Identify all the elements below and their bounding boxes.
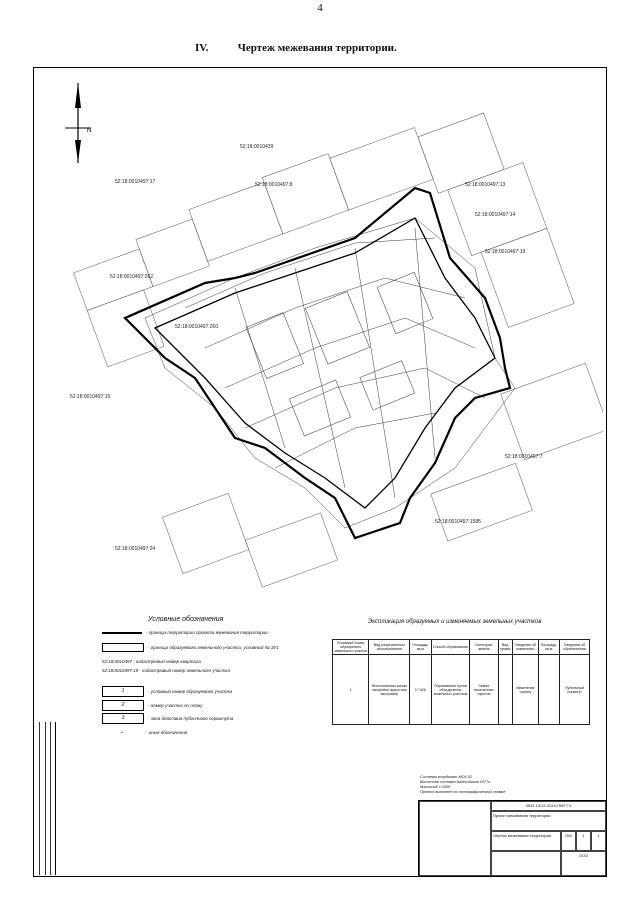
cadastral-label: 52:18:0010497:260 — [175, 324, 219, 330]
stamp-org: ООО — [561, 851, 606, 876]
stamp-sheets: 1 — [591, 831, 606, 851]
north-arrow-icon — [65, 83, 91, 163]
legend-item: - граница образуемого земельного участка, условный № ЗУ1 — [102, 643, 279, 652]
stamp-sheet-title: Чертеж межевания территории — [491, 831, 561, 851]
stamp-empty — [491, 851, 561, 876]
drawing-notes: Система координат МСК-52 Высотная система Балтийская 1977г. Масштаб 1:1000 Проект выполнен по топографической съемке — [420, 775, 506, 794]
project-boundary — [125, 188, 510, 538]
stamp-project: Проект межевания территории — [491, 811, 606, 831]
parcel-table — [332, 639, 590, 725]
legend-item: 2 - номер участка по плану — [102, 700, 203, 711]
section-number: IV. — [195, 42, 209, 54]
legend-item: 52:18:0010497:19 - кадастровый номер земельного участка — [102, 668, 231, 673]
stamp-sheet: 1 — [576, 831, 591, 851]
cadastral-label: 52:18:0010497:262 — [110, 274, 154, 280]
compass-label: N — [87, 128, 92, 134]
cadastral-label: 52:18:0010497:17 — [115, 179, 156, 185]
cadastral-label: 52:18:0010497:14 — [475, 212, 516, 218]
stamp-stage: ПМ — [561, 831, 576, 851]
legend-title: Условные обозначения — [148, 616, 224, 623]
sheet-sidebar-stamp — [33, 722, 56, 875]
table-row: 1 Многоэтажная жилая застройка (высотная застройка) 17 626 Образование путем объединения земельных участков Земли населенных пунктов Изменение границ Публичный сервитут — [333, 655, 590, 725]
section-heading — [195, 42, 397, 54]
legend-item: 1 - условный номер образуемого участка — [102, 686, 232, 697]
cadastral-label: 52:18:0010439 — [240, 144, 274, 150]
cadastral-label: 52:18:0010497:8 — [255, 182, 293, 188]
cadastral-label: 52:18:0010497:24 — [115, 546, 156, 552]
legend-item: 52:18:0010497 - кадастровый номер квартала — [102, 659, 201, 664]
legend-item: - граница территории проекта межевания территории — [102, 630, 268, 635]
cadastral-map — [55, 68, 603, 588]
parcel-boundary — [155, 218, 495, 508]
title-block — [418, 800, 606, 876]
cadastral-label: 52:18:0010497:19 — [485, 249, 526, 255]
page-number: 4 — [317, 2, 323, 14]
cadastral-label: 52:18:0010497:13 — [465, 182, 506, 188]
legend-item: • - иные обозначения — [121, 730, 188, 735]
cadastral-label: 52:18:0010497:7 — [505, 454, 543, 460]
cadastral-label: 52:18:0010497:15 — [70, 394, 111, 400]
stamp-code: 3533.13/12-2019-ПМТ.ГЧ — [491, 801, 606, 811]
section-title: Чертеж межевания территории. — [237, 42, 397, 54]
cadastral-label: 52:18:0010497:1585 — [435, 519, 481, 525]
table-title: Экспликация образуемых и изменяемых земельных участков — [368, 619, 542, 625]
legend-item: 3 - зона действия публичного сервитута — [102, 713, 233, 724]
table-header-row: Условный номер образуемого земельного участка Вид разрешенного использования Площадь, кв.м Способ образования Категория земель Вид права Сведения об изменении Площадь, кв.м Сведения об обременении — [333, 640, 590, 655]
stamp-signatures — [419, 801, 491, 876]
